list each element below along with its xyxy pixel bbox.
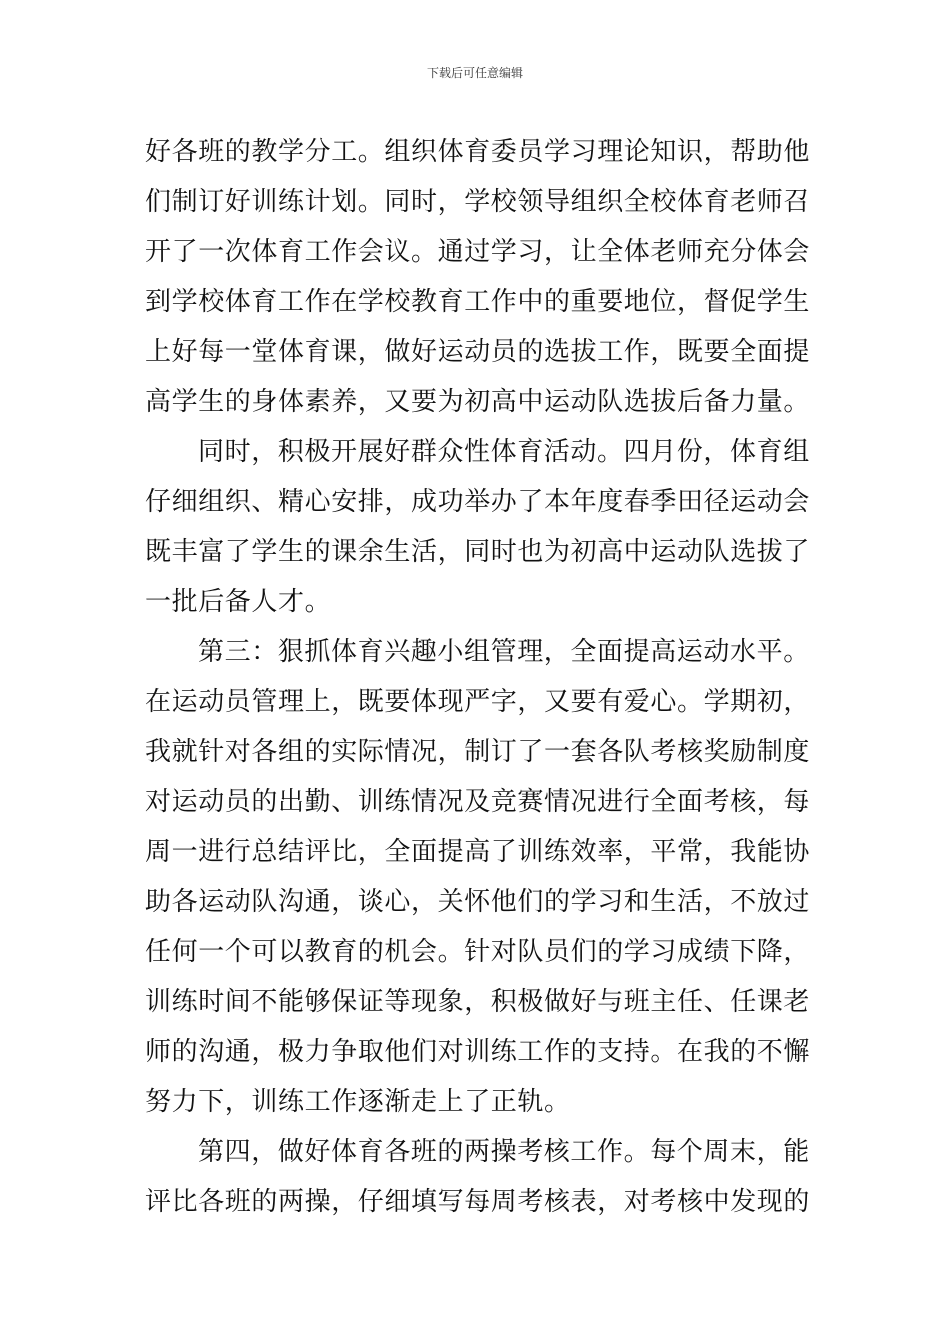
text-line: 助各运动队沟通，谈心，关怀他们的学习和生活，不放过 <box>145 887 810 917</box>
text-line: 上好每一堂体育课，做好运动员的选拔工作，既要全面提 <box>145 337 810 367</box>
text-line: 我就针对各组的实际情况，制订了一套各队考核奖励制度 <box>145 737 810 767</box>
text-line: 在运动员管理上，既要体现严字，又要有爱心。学期初， <box>145 687 810 717</box>
text-line: 周一进行总结评比，全面提高了训练效率，平常，我能协 <box>145 837 810 867</box>
document-body <box>145 127 810 1227</box>
text-line: 努力下，训练工作逐渐走上了正轨。 <box>145 1087 571 1117</box>
text-line: 好各班的教学分工。组织体育委员学习理论知识，帮助他 <box>145 137 810 167</box>
text-line: 高学生的身体素养，又要为初高中运动队选拔后备力量。 <box>145 387 810 417</box>
text-line: 第三：狠抓体育兴趣小组管理，全面提高运动水平。 <box>198 637 810 667</box>
text-line: 对运动员的出勤、训练情况及竞赛情况进行全面考核，每 <box>145 787 810 817</box>
text-line: 们制订好训练计划。同时，学校领导组织全校体育老师召 <box>145 187 810 217</box>
text-line: 第四，做好体育各班的两操考核工作。每个周末，能 <box>198 1137 810 1167</box>
text-line: 训练时间不能够保证等现象，积极做好与班主任、任课老 <box>145 987 810 1017</box>
text-line: 既丰富了学生的课余生活，同时也为初高中运动队选拔了 <box>145 537 810 567</box>
text-line: 师的沟通，极力争取他们对训练工作的支持。在我的不懈 <box>145 1037 810 1067</box>
text-line: 到学校体育工作在学校教育工作中的重要地位，督促学生 <box>145 287 810 317</box>
text-line: 开了一次体育工作会议。通过学习，让全体老师充分体会 <box>145 237 810 267</box>
text-line: 一批后备人才。 <box>145 587 332 617</box>
page-header: 下载后可任意编辑 <box>426 66 523 80</box>
text-line: 评比各班的两操，仔细填写每周考核表，对考核中发现的 <box>145 1187 810 1217</box>
text-line: 仔细组织、精心安排，成功举办了本年度春季田径运动会 <box>145 487 810 517</box>
text-line: 任何一个可以教育的机会。针对队员们的学习成绩下降， <box>145 937 810 967</box>
text-line: 同时，积极开展好群众性体育活动。四月份，体育组 <box>198 437 810 467</box>
